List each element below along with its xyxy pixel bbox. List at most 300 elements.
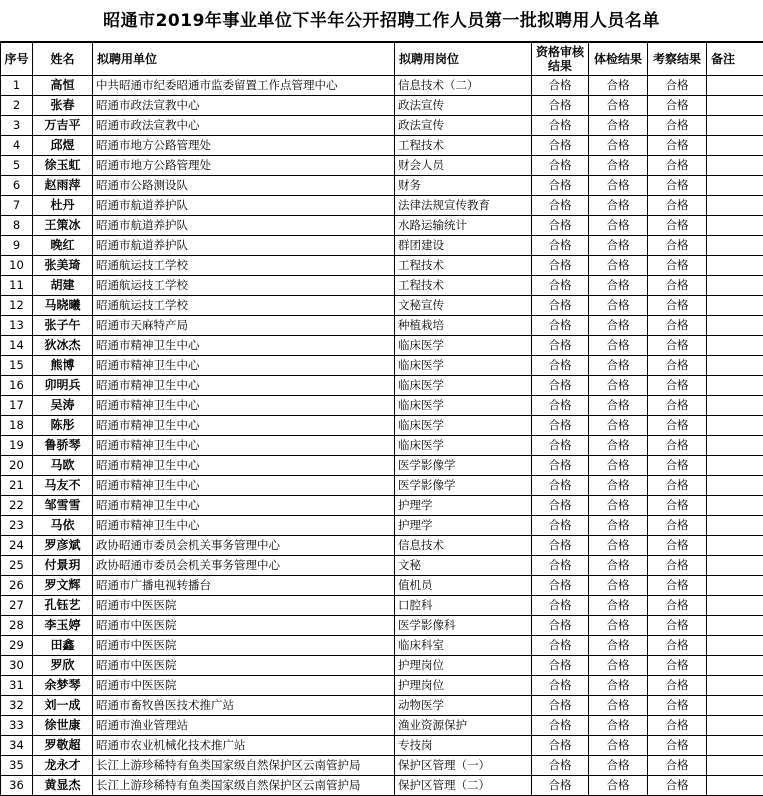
cell-name: 马友不 bbox=[33, 476, 93, 496]
cell-qualification: 合格 bbox=[532, 716, 589, 736]
table-row bbox=[1, 316, 763, 336]
cell-physical: 合格 bbox=[589, 276, 648, 296]
table-row bbox=[1, 556, 763, 576]
cell-post: 保护区管理（二） bbox=[395, 776, 532, 796]
cell-no: 8 bbox=[1, 216, 33, 236]
cell-qualification: 合格 bbox=[532, 396, 589, 416]
cell-unit: 昭通市中医医院 bbox=[93, 616, 395, 636]
cell-physical: 合格 bbox=[589, 136, 648, 156]
cell-physical: 合格 bbox=[589, 196, 648, 216]
cell-unit: 昭通市精神卫生中心 bbox=[93, 376, 395, 396]
cell-qualification: 合格 bbox=[532, 376, 589, 396]
cell-note bbox=[707, 476, 763, 496]
cell-inspection: 合格 bbox=[648, 556, 707, 576]
table-row bbox=[1, 456, 763, 476]
cell-unit: 政协昭通市委员会机关事务管理中心 bbox=[93, 556, 395, 576]
cell-name: 张春 bbox=[33, 96, 93, 116]
cell-name: 余梦琴 bbox=[33, 676, 93, 696]
cell-physical: 合格 bbox=[589, 676, 648, 696]
cell-name: 吴涛 bbox=[33, 396, 93, 416]
cell-inspection: 合格 bbox=[648, 196, 707, 216]
cell-qualification: 合格 bbox=[532, 116, 589, 136]
cell-name: 马依 bbox=[33, 516, 93, 536]
cell-name: 徐玉虹 bbox=[33, 156, 93, 176]
table-row bbox=[1, 436, 763, 456]
cell-unit: 中共昭通市纪委昭通市监委留置工作点管理中心 bbox=[93, 76, 395, 96]
cell-no: 18 bbox=[1, 416, 33, 436]
cell-no: 15 bbox=[1, 356, 33, 376]
cell-post: 护理学 bbox=[395, 516, 532, 536]
cell-note bbox=[707, 676, 763, 696]
cell-qualification: 合格 bbox=[532, 496, 589, 516]
cell-name: 狄冰杰 bbox=[33, 336, 93, 356]
cell-inspection: 合格 bbox=[648, 136, 707, 156]
cell-no: 14 bbox=[1, 336, 33, 356]
cell-note bbox=[707, 776, 763, 796]
cell-qualification: 合格 bbox=[532, 576, 589, 596]
cell-name: 马晓曦 bbox=[33, 296, 93, 316]
cell-name: 罗彦斌 bbox=[33, 536, 93, 556]
table-row bbox=[1, 696, 763, 716]
cell-post: 政法宣传 bbox=[395, 116, 532, 136]
cell-inspection: 合格 bbox=[648, 576, 707, 596]
cell-inspection: 合格 bbox=[648, 296, 707, 316]
cell-post: 财会人员 bbox=[395, 156, 532, 176]
cell-unit: 昭通市畜牧兽医技术推广站 bbox=[93, 696, 395, 716]
table-row bbox=[1, 596, 763, 616]
cell-inspection: 合格 bbox=[648, 96, 707, 116]
cell-name: 邹雪雪 bbox=[33, 496, 93, 516]
table-row bbox=[1, 536, 763, 556]
cell-inspection: 合格 bbox=[648, 396, 707, 416]
cell-name: 罗敬超 bbox=[33, 736, 93, 756]
cell-physical: 合格 bbox=[589, 236, 648, 256]
table-row bbox=[1, 256, 763, 276]
cell-physical: 合格 bbox=[589, 116, 648, 136]
cell-qualification: 合格 bbox=[532, 556, 589, 576]
cell-inspection: 合格 bbox=[648, 536, 707, 556]
cell-inspection: 合格 bbox=[648, 616, 707, 636]
cell-post: 临床医学 bbox=[395, 336, 532, 356]
table-row bbox=[1, 496, 763, 516]
cell-inspection: 合格 bbox=[648, 316, 707, 336]
cell-physical: 合格 bbox=[589, 476, 648, 496]
cell-physical: 合格 bbox=[589, 216, 648, 236]
table-row bbox=[1, 236, 763, 256]
cell-no: 36 bbox=[1, 776, 33, 796]
cell-post: 临床科室 bbox=[395, 636, 532, 656]
cell-inspection: 合格 bbox=[648, 636, 707, 656]
cell-no: 26 bbox=[1, 576, 33, 596]
cell-inspection: 合格 bbox=[648, 596, 707, 616]
cell-inspection: 合格 bbox=[648, 656, 707, 676]
cell-name: 龙永才 bbox=[33, 756, 93, 776]
cell-physical: 合格 bbox=[589, 76, 648, 96]
table-row bbox=[1, 356, 763, 376]
cell-qualification: 合格 bbox=[532, 216, 589, 236]
header-unit: 拟聘用单位 bbox=[93, 43, 395, 76]
cell-inspection: 合格 bbox=[648, 436, 707, 456]
cell-unit: 昭通市地方公路管理处 bbox=[93, 156, 395, 176]
cell-unit: 昭通市航道养护队 bbox=[93, 236, 395, 256]
cell-no: 23 bbox=[1, 516, 33, 536]
cell-qualification: 合格 bbox=[532, 276, 589, 296]
table-row bbox=[1, 756, 763, 776]
cell-name: 田鑫 bbox=[33, 636, 93, 656]
cell-no: 34 bbox=[1, 736, 33, 756]
cell-name: 卯明兵 bbox=[33, 376, 93, 396]
cell-unit: 昭通市地方公路管理处 bbox=[93, 136, 395, 156]
cell-note bbox=[707, 736, 763, 756]
cell-physical: 合格 bbox=[589, 696, 648, 716]
cell-physical: 合格 bbox=[589, 436, 648, 456]
cell-no: 3 bbox=[1, 116, 33, 136]
cell-no: 20 bbox=[1, 456, 33, 476]
cell-inspection: 合格 bbox=[648, 496, 707, 516]
cell-note bbox=[707, 216, 763, 236]
cell-name: 陈彤 bbox=[33, 416, 93, 436]
cell-unit: 昭通市航道养护队 bbox=[93, 196, 395, 216]
cell-qualification: 合格 bbox=[532, 776, 589, 796]
cell-name: 高恒 bbox=[33, 76, 93, 96]
cell-note bbox=[707, 456, 763, 476]
cell-inspection: 合格 bbox=[648, 676, 707, 696]
applicant-table bbox=[0, 42, 763, 796]
cell-no: 28 bbox=[1, 616, 33, 636]
cell-no: 1 bbox=[1, 76, 33, 96]
table-row bbox=[1, 376, 763, 396]
cell-physical: 合格 bbox=[589, 376, 648, 396]
cell-post: 种植栽培 bbox=[395, 316, 532, 336]
header-inspection: 考察结果 bbox=[648, 43, 707, 76]
cell-post: 文秘 bbox=[395, 556, 532, 576]
table-row bbox=[1, 516, 763, 536]
cell-physical: 合格 bbox=[589, 516, 648, 536]
header-name: 姓名 bbox=[33, 43, 93, 76]
cell-qualification: 合格 bbox=[532, 416, 589, 436]
cell-post: 水路运输统计 bbox=[395, 216, 532, 236]
cell-name: 晚红 bbox=[33, 236, 93, 256]
cell-physical: 合格 bbox=[589, 756, 648, 776]
cell-note bbox=[707, 436, 763, 456]
cell-no: 29 bbox=[1, 636, 33, 656]
cell-physical: 合格 bbox=[589, 616, 648, 636]
cell-name: 杜丹 bbox=[33, 196, 93, 216]
cell-post: 法律法规宣传教育 bbox=[395, 196, 532, 216]
cell-note bbox=[707, 316, 763, 336]
cell-inspection: 合格 bbox=[648, 376, 707, 396]
cell-unit: 昭通市精神卫生中心 bbox=[93, 516, 395, 536]
cell-no: 25 bbox=[1, 556, 33, 576]
cell-inspection: 合格 bbox=[648, 776, 707, 796]
cell-note bbox=[707, 176, 763, 196]
cell-qualification: 合格 bbox=[532, 676, 589, 696]
cell-qualification: 合格 bbox=[532, 336, 589, 356]
cell-inspection: 合格 bbox=[648, 176, 707, 196]
cell-no: 5 bbox=[1, 156, 33, 176]
cell-inspection: 合格 bbox=[648, 276, 707, 296]
cell-post: 动物医学 bbox=[395, 696, 532, 716]
cell-note bbox=[707, 96, 763, 116]
cell-qualification: 合格 bbox=[532, 696, 589, 716]
cell-post: 护理学 bbox=[395, 496, 532, 516]
cell-unit: 政协昭通市委员会机关事务管理中心 bbox=[93, 536, 395, 556]
cell-post: 保护区管理（一） bbox=[395, 756, 532, 776]
cell-unit: 昭通市中医医院 bbox=[93, 656, 395, 676]
cell-qualification: 合格 bbox=[532, 536, 589, 556]
table-row bbox=[1, 296, 763, 316]
cell-unit: 昭通市农业机械化技术推广站 bbox=[93, 736, 395, 756]
cell-no: 10 bbox=[1, 256, 33, 276]
cell-name: 赵雨萍 bbox=[33, 176, 93, 196]
cell-qualification: 合格 bbox=[532, 136, 589, 156]
cell-note bbox=[707, 636, 763, 656]
cell-no: 33 bbox=[1, 716, 33, 736]
cell-note bbox=[707, 116, 763, 136]
header-row bbox=[1, 43, 763, 76]
cell-unit: 长江上游珍稀特有鱼类国家级自然保护区云南管护局 bbox=[93, 776, 395, 796]
table-row bbox=[1, 216, 763, 236]
cell-unit: 昭通市精神卫生中心 bbox=[93, 396, 395, 416]
cell-inspection: 合格 bbox=[648, 736, 707, 756]
cell-physical: 合格 bbox=[589, 96, 648, 116]
cell-note bbox=[707, 396, 763, 416]
cell-note bbox=[707, 616, 763, 636]
cell-note bbox=[707, 656, 763, 676]
cell-physical: 合格 bbox=[589, 736, 648, 756]
cell-inspection: 合格 bbox=[648, 716, 707, 736]
cell-post: 值机员 bbox=[395, 576, 532, 596]
cell-no: 19 bbox=[1, 436, 33, 456]
cell-note bbox=[707, 376, 763, 396]
cell-post: 临床医学 bbox=[395, 416, 532, 436]
cell-inspection: 合格 bbox=[648, 216, 707, 236]
cell-physical: 合格 bbox=[589, 256, 648, 276]
cell-note bbox=[707, 416, 763, 436]
cell-unit: 昭通市精神卫生中心 bbox=[93, 416, 395, 436]
cell-name: 鲁骄琴 bbox=[33, 436, 93, 456]
cell-post: 群团建设 bbox=[395, 236, 532, 256]
cell-physical: 合格 bbox=[589, 456, 648, 476]
cell-note bbox=[707, 256, 763, 276]
cell-note bbox=[707, 236, 763, 256]
cell-no: 9 bbox=[1, 236, 33, 256]
cell-qualification: 合格 bbox=[532, 296, 589, 316]
table-row bbox=[1, 616, 763, 636]
table-row bbox=[1, 576, 763, 596]
cell-qualification: 合格 bbox=[532, 316, 589, 336]
table-row bbox=[1, 676, 763, 696]
cell-name: 熊博 bbox=[33, 356, 93, 376]
cell-note bbox=[707, 536, 763, 556]
cell-note bbox=[707, 276, 763, 296]
cell-unit: 昭通市精神卫生中心 bbox=[93, 336, 395, 356]
cell-physical: 合格 bbox=[589, 356, 648, 376]
table-row bbox=[1, 636, 763, 656]
cell-note bbox=[707, 356, 763, 376]
cell-no: 13 bbox=[1, 316, 33, 336]
cell-unit: 昭通市公路测设队 bbox=[93, 176, 395, 196]
cell-unit: 昭通市中医医院 bbox=[93, 636, 395, 656]
header-no: 序号 bbox=[1, 43, 33, 76]
cell-physical: 合格 bbox=[589, 496, 648, 516]
header-note: 备注 bbox=[707, 43, 763, 76]
cell-physical: 合格 bbox=[589, 576, 648, 596]
cell-inspection: 合格 bbox=[648, 336, 707, 356]
cell-post: 护理岗位 bbox=[395, 656, 532, 676]
cell-no: 16 bbox=[1, 376, 33, 396]
cell-name: 徐世康 bbox=[33, 716, 93, 736]
cell-no: 17 bbox=[1, 396, 33, 416]
cell-qualification: 合格 bbox=[532, 656, 589, 676]
cell-note bbox=[707, 76, 763, 96]
table-row bbox=[1, 76, 763, 96]
cell-post: 工程技术 bbox=[395, 276, 532, 296]
cell-name: 马欧 bbox=[33, 456, 93, 476]
cell-post: 渔业资源保护 bbox=[395, 716, 532, 736]
cell-qualification: 合格 bbox=[532, 636, 589, 656]
cell-name: 张美琦 bbox=[33, 256, 93, 276]
cell-qualification: 合格 bbox=[532, 436, 589, 456]
cell-qualification: 合格 bbox=[532, 736, 589, 756]
cell-note bbox=[707, 136, 763, 156]
cell-unit: 昭通航运技工学校 bbox=[93, 276, 395, 296]
cell-physical: 合格 bbox=[589, 656, 648, 676]
cell-qualification: 合格 bbox=[532, 456, 589, 476]
cell-physical: 合格 bbox=[589, 716, 648, 736]
cell-no: 32 bbox=[1, 696, 33, 716]
cell-qualification: 合格 bbox=[532, 356, 589, 376]
cell-post: 信息技术 bbox=[395, 536, 532, 556]
cell-note bbox=[707, 516, 763, 536]
cell-qualification: 合格 bbox=[532, 756, 589, 776]
cell-physical: 合格 bbox=[589, 396, 648, 416]
table-row bbox=[1, 156, 763, 176]
cell-unit: 昭通市广播电视转播台 bbox=[93, 576, 395, 596]
cell-inspection: 合格 bbox=[648, 476, 707, 496]
cell-no: 31 bbox=[1, 676, 33, 696]
cell-no: 24 bbox=[1, 536, 33, 556]
cell-unit: 昭通市精神卫生中心 bbox=[93, 456, 395, 476]
table-row bbox=[1, 96, 763, 116]
cell-post: 临床医学 bbox=[395, 396, 532, 416]
cell-name: 胡建 bbox=[33, 276, 93, 296]
cell-unit: 昭通市天麻特产局 bbox=[93, 316, 395, 336]
cell-unit: 昭通市政法宣教中心 bbox=[93, 96, 395, 116]
cell-unit: 昭通市政法宣教中心 bbox=[93, 116, 395, 136]
cell-unit: 昭通航运技工学校 bbox=[93, 256, 395, 276]
cell-no: 2 bbox=[1, 96, 33, 116]
cell-physical: 合格 bbox=[589, 176, 648, 196]
cell-post: 临床医学 bbox=[395, 436, 532, 456]
cell-post: 文秘宣传 bbox=[395, 296, 532, 316]
cell-physical: 合格 bbox=[589, 316, 648, 336]
cell-physical: 合格 bbox=[589, 296, 648, 316]
cell-note bbox=[707, 556, 763, 576]
cell-unit: 昭通市中医医院 bbox=[93, 676, 395, 696]
cell-unit: 昭通市精神卫生中心 bbox=[93, 476, 395, 496]
table-row bbox=[1, 176, 763, 196]
header-qualification: 资格审核结果 bbox=[532, 43, 589, 76]
header-physical: 体检结果 bbox=[589, 43, 648, 76]
cell-no: 11 bbox=[1, 276, 33, 296]
cell-qualification: 合格 bbox=[532, 156, 589, 176]
cell-qualification: 合格 bbox=[532, 176, 589, 196]
cell-name: 孔钰艺 bbox=[33, 596, 93, 616]
table-row bbox=[1, 416, 763, 436]
cell-post: 医学影像科 bbox=[395, 616, 532, 636]
table-row bbox=[1, 656, 763, 676]
cell-post: 医学影像学 bbox=[395, 476, 532, 496]
cell-physical: 合格 bbox=[589, 596, 648, 616]
cell-no: 35 bbox=[1, 756, 33, 776]
cell-unit: 昭通市航道养护队 bbox=[93, 216, 395, 236]
cell-unit: 昭通航运技工学校 bbox=[93, 296, 395, 316]
table-row bbox=[1, 136, 763, 156]
cell-inspection: 合格 bbox=[648, 696, 707, 716]
cell-note bbox=[707, 596, 763, 616]
cell-post: 专技岗 bbox=[395, 736, 532, 756]
header-post: 拟聘用岗位 bbox=[395, 43, 532, 76]
cell-inspection: 合格 bbox=[648, 116, 707, 136]
cell-name: 王策冰 bbox=[33, 216, 93, 236]
cell-inspection: 合格 bbox=[648, 256, 707, 276]
cell-qualification: 合格 bbox=[532, 596, 589, 616]
cell-post: 信息技术（二） bbox=[395, 76, 532, 96]
cell-physical: 合格 bbox=[589, 156, 648, 176]
cell-unit: 昭通市精神卫生中心 bbox=[93, 496, 395, 516]
table-row bbox=[1, 116, 763, 136]
cell-no: 22 bbox=[1, 496, 33, 516]
cell-qualification: 合格 bbox=[532, 616, 589, 636]
cell-no: 21 bbox=[1, 476, 33, 496]
cell-inspection: 合格 bbox=[648, 456, 707, 476]
cell-note bbox=[707, 696, 763, 716]
cell-qualification: 合格 bbox=[532, 476, 589, 496]
table-row bbox=[1, 276, 763, 296]
cell-qualification: 合格 bbox=[532, 236, 589, 256]
cell-physical: 合格 bbox=[589, 336, 648, 356]
cell-unit: 长江上游珍稀特有鱼类国家级自然保护区云南管护局 bbox=[93, 756, 395, 776]
cell-note bbox=[707, 756, 763, 776]
cell-unit: 昭通市中医医院 bbox=[93, 596, 395, 616]
cell-note bbox=[707, 196, 763, 216]
cell-name: 罗欣 bbox=[33, 656, 93, 676]
cell-no: 30 bbox=[1, 656, 33, 676]
cell-unit: 昭通市精神卫生中心 bbox=[93, 436, 395, 456]
cell-note bbox=[707, 716, 763, 736]
cell-inspection: 合格 bbox=[648, 156, 707, 176]
cell-name: 李玉婷 bbox=[33, 616, 93, 636]
cell-note bbox=[707, 336, 763, 356]
cell-inspection: 合格 bbox=[648, 516, 707, 536]
cell-name: 付景玥 bbox=[33, 556, 93, 576]
cell-post: 临床医学 bbox=[395, 356, 532, 376]
cell-no: 27 bbox=[1, 596, 33, 616]
cell-qualification: 合格 bbox=[532, 256, 589, 276]
cell-unit: 昭通市渔业管理站 bbox=[93, 716, 395, 736]
cell-no: 7 bbox=[1, 196, 33, 216]
cell-physical: 合格 bbox=[589, 416, 648, 436]
cell-qualification: 合格 bbox=[532, 96, 589, 116]
cell-note bbox=[707, 156, 763, 176]
cell-note bbox=[707, 296, 763, 316]
cell-qualification: 合格 bbox=[532, 516, 589, 536]
cell-note bbox=[707, 576, 763, 596]
table-row bbox=[1, 776, 763, 796]
cell-no: 4 bbox=[1, 136, 33, 156]
cell-inspection: 合格 bbox=[648, 356, 707, 376]
